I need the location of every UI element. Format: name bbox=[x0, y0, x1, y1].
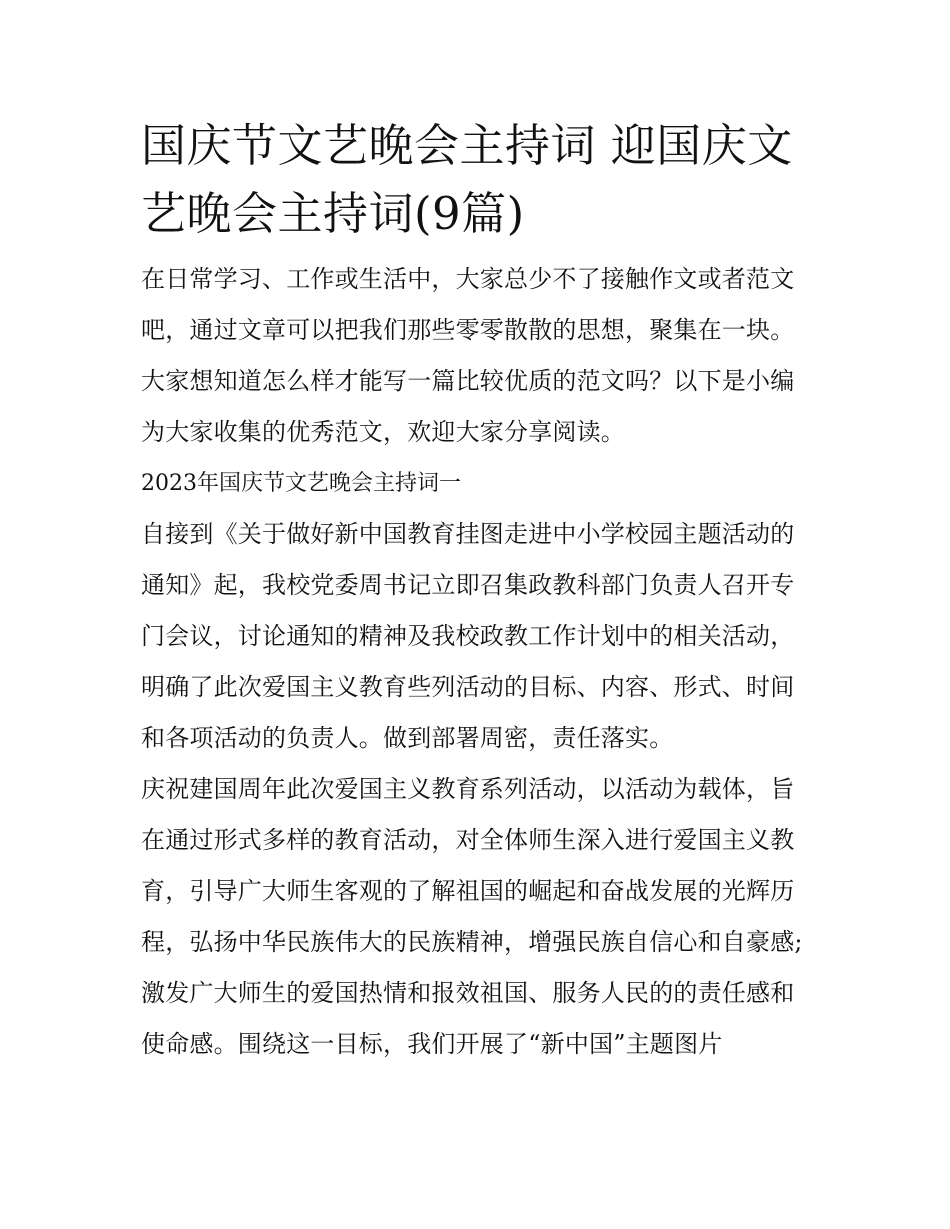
document-content bbox=[141, 112, 813, 1070]
document-title: 国庆节文艺晚会主持词 迎国庆文艺晚会主持词(9篇) bbox=[141, 119, 793, 240]
body-paragraph: 自接到《关于做好新中国教育挂图走进中小学校园主题活动的通知》起，我校党委周书记立即召集政教科部门负责人召开专门会议，讨论通知的精神及我校政教工作计划中的相关活动，明确了此次爱国主义教育些列活动的目标、内容、形式、时间和各项活动的负责人。做到部署周密，责任落实。 bbox=[141, 520, 795, 752]
body-paragraph: 庆祝建国周年此次爱国主义教育系列活动，以活动为载体，旨在通过形式多样的教育活动，对全体师生深入进行爱国主义教育，引导广大师生客观的了解祖国的崛起和奋战发展的光辉历程，弘扬中华民族伟大的民族精神，增强民族自信心和自豪感;激发广大师生的爱国热情和报效祖国、服务人民的的责任感和使命感。围绕这一目标，我们开展了“新中国”主题图片 bbox=[141, 775, 803, 1058]
intro-paragraph: 在日常学习、工作或生活中，大家总少不了接触作文或者范文吧，通过文章可以把我们那些零零散散的思想，聚集在一块。大家想知道怎么样才能写一篇比较优质的范文吗？以下是小编为大家收集的优秀范文，欢迎大家分享阅读。 bbox=[141, 265, 795, 446]
section-heading: 2023年国庆节文艺晚会主持词一 bbox=[141, 471, 461, 496]
